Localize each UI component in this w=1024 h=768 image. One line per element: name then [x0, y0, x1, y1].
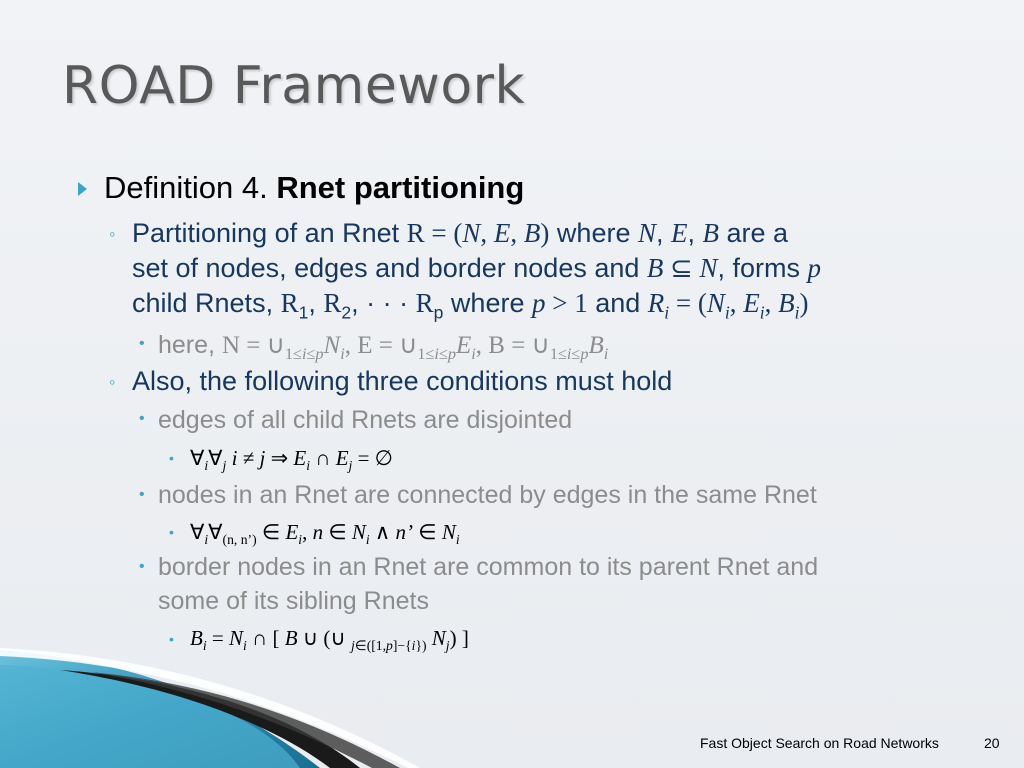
condition-3-line-2: some of its sibling Rnets: [158, 587, 429, 615]
condition-3-formula: $B_i = N_i$ ∩ [ B ∪ (∪ $_{j\in([1,p]-\{i\})}$ $N_j$) ]: [190, 626, 469, 654]
partitioning-line-3: child Rnets, $R_1$, $R_2$, · · · $R_p$ where p > 1 and $R_i = (N_i$, $E_i$, $B_i$): [132, 288, 809, 323]
footer-text: Fast Object Search on Road Networks: [700, 735, 939, 751]
condition-2: nodes in an Rnet are connected by edges in the same Rnet: [158, 481, 817, 509]
dot-bullet-icon: •: [169, 524, 174, 540]
circle-bullet-icon: ◦: [109, 372, 116, 392]
dot-bullet-icon: •: [139, 486, 145, 503]
condition-1-formula: $\forall_i\forall_j$ i ≠ j ⇒ $E_i$ ∩ $E_j$ = ∅: [190, 446, 393, 474]
circle-bullet-icon: ◦: [109, 224, 116, 244]
rnet-tuple: R = (N, E, B): [406, 218, 550, 248]
definition-heading: [104, 170, 524, 206]
union-definition: here, $N = \cup_{1\le i\le p}N_i$, $E = \cup_{1\le i\le p}E_i$, $B = \cup_{1\le i\le p}B_i$: [158, 331, 609, 363]
page-number: 20: [984, 735, 1000, 751]
dot-bullet-icon: •: [139, 410, 145, 427]
condition-3-line-1: border nodes in an Rnet are common to its parent Rnet and: [158, 553, 819, 581]
conditions-intro: Also, the following three conditions must hold: [132, 366, 673, 396]
child-rnet-tuple: $R_i = (N_i$, $E_i$, $B_i$): [647, 288, 809, 323]
dot-bullet-icon: •: [169, 631, 174, 647]
child-rnets-list: R: [280, 288, 299, 318]
dot-bullet-icon: •: [139, 558, 145, 575]
condition-2-formula: $\forall_i\forall_{(n, n’)}$ ∈ $E_i$, n ∈ $N_i$ ∧ n’ ∈ $N_i$: [190, 520, 460, 548]
definition-name: Rnet partitioning: [276, 170, 525, 205]
definition-prefix: Definition 4.: [104, 170, 277, 205]
dot-bullet-icon: •: [139, 335, 145, 352]
dot-bullet-icon: •: [169, 450, 174, 466]
subset-expression: B ⊆ N: [646, 253, 718, 283]
condition-1: edges of all child Rnets are disjointed: [158, 406, 573, 434]
partitioning-line-2: set of nodes, edges and border nodes and B ⊆ N, forms p: [132, 253, 822, 283]
partitioning-line-1: Partitioning of an Rnet R = (N, E, B) where N, E, B are a: [132, 218, 789, 248]
arrow-bullet-icon: [78, 182, 87, 196]
slide-title: ROAD Framework: [62, 56, 526, 116]
p-condition: p > 1: [531, 288, 588, 318]
